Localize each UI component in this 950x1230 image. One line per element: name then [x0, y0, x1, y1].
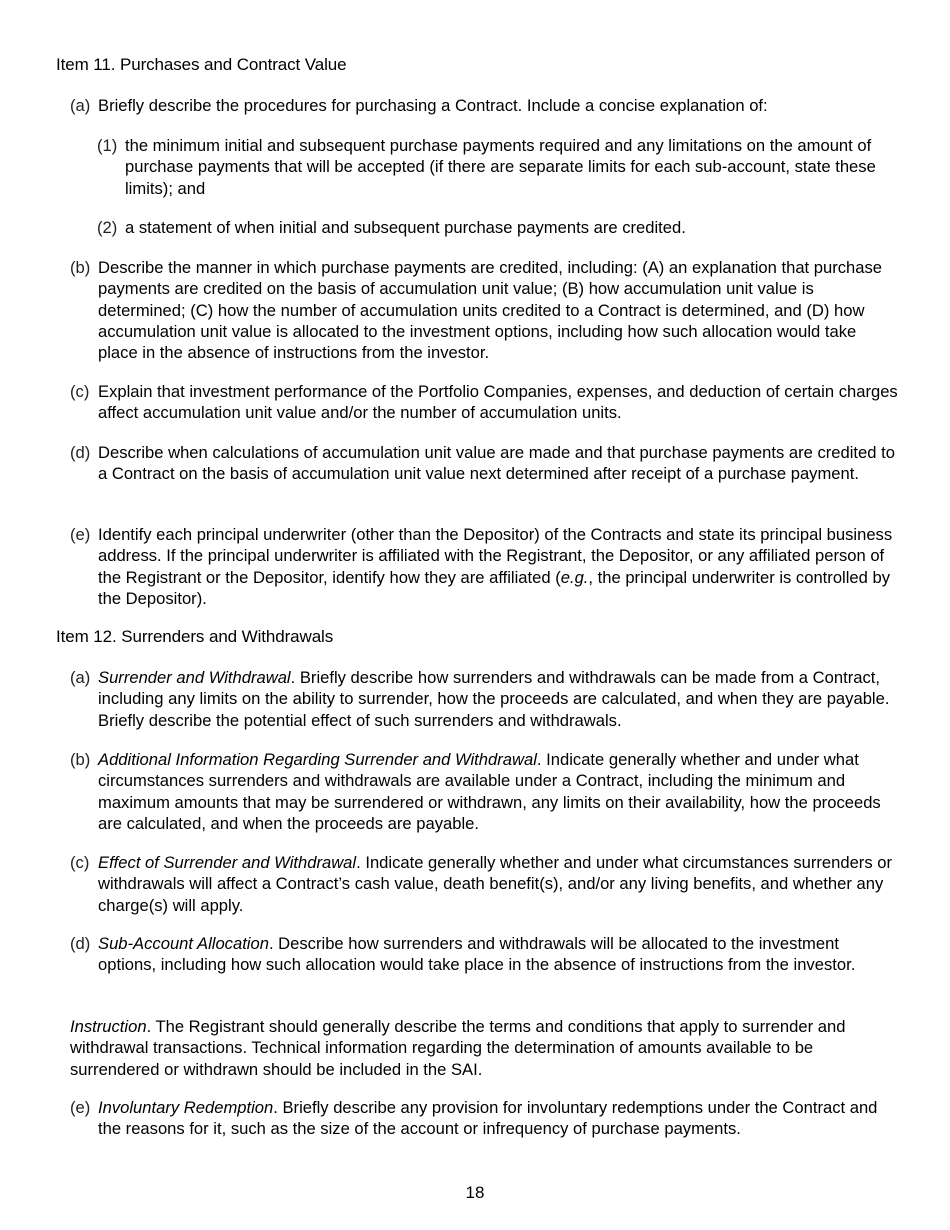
- item-label: (e): [70, 1098, 91, 1117]
- item-12-heading: Item 12. Surrenders and Withdrawals: [56, 627, 334, 646]
- item-12-a: [70, 667, 900, 731]
- item-text: Involuntary Redemption. Briefly describe any provision for involuntary redemptions under the Contract and the reasons for it, such as the size of the account or infrequency of purchase payments.: [98, 1098, 878, 1139]
- instruction-paragraph: Instruction. The Registrant should generally describe the terms and conditions that apply to surrender and withdrawal transactions. Technical information regarding the determination of amounts available to be surrendered or withdrawn should be included in the SAI.: [70, 1017, 846, 1079]
- item-text: Surrender and Withdrawal. Briefly describe how surrenders and withdrawals can be made from a Contract, including any limits on the ability to surrender, how the proceeds are calculated, and when they are payable. Briefly describe the potential effect of such surrenders and withdrawals.: [98, 668, 890, 730]
- item-label: (b): [70, 750, 91, 769]
- page-number: 18: [465, 1183, 485, 1202]
- item-label: (c): [70, 382, 90, 401]
- item-11-d: [70, 442, 900, 485]
- item-label: (e): [70, 525, 91, 544]
- item-11-b: [70, 257, 900, 363]
- item-12-d: [70, 933, 900, 976]
- item-12-c: [70, 852, 900, 916]
- item-text: Additional Information Regarding Surrender and Withdrawal. Indicate generally whether and under what circumstances surrenders and withdrawals are available under a Contract, including the minimum and maximum amounts that may be surrendered or withdrawn, any limits on their availability, how the proceeds are calculated, and when the proceeds are payable.: [98, 750, 881, 833]
- item-text: Effect of Surrender and Withdrawal. Indicate generally whether and under what circumstances surrenders or withdrawals will affect a Contract’s cash value, death benefit(s), and/or any living benefits, and whether any charge(s) will apply.: [98, 853, 892, 915]
- item-11-e: [70, 524, 900, 609]
- item-title: Involuntary Redemption: [98, 1098, 274, 1117]
- item-12-e: [70, 1097, 900, 1140]
- item-title: Effect of Surrender and Withdrawal: [98, 853, 357, 872]
- instruction-title: Instruction: [70, 1017, 147, 1036]
- item-text: Describe the manner in which purchase payments are credited, including: (A) an explanation that purchase payments are credited on the basis of accumulation unit value; (B) how accumulation unit value is determined; (C) how the number of accumulation units credited to a Contract is determined, and (D) how accumulation unit value is allocated to the investment options, including how such allocation would take place in the absence of instructions from the investor.: [98, 258, 883, 363]
- item-label: (a): [70, 668, 91, 687]
- item-label: (c): [70, 853, 90, 872]
- item-11-c: [70, 381, 900, 424]
- item-label: (1): [97, 136, 118, 155]
- item-label: (a): [70, 96, 91, 115]
- item-label: (d): [70, 934, 91, 953]
- item-text: Briefly describe the procedures for purchasing a Contract. Include a concise explanation of:: [98, 96, 768, 115]
- item-text: Sub-Account Allocation. Describe how surrenders and withdrawals will be allocated to the investment options, including how such allocation would take place in the absence of instructions from the investor.: [98, 934, 856, 975]
- item-title: Surrender and Withdrawal: [98, 668, 291, 687]
- item-label: (b): [70, 258, 91, 277]
- item-11-a-2: [97, 217, 897, 238]
- item-text: Describe when calculations of accumulation unit value are made and that purchase payments are credited to a Contract on the basis of accumulation unit value next determined after receipt of a purchase payment.: [98, 443, 895, 484]
- item-title: Sub-Account Allocation: [98, 934, 269, 953]
- item-label: (d): [70, 443, 91, 462]
- eg-italic: e.g.: [560, 567, 589, 587]
- item-title: Additional Information Regarding Surrender and Withdrawal: [98, 750, 537, 769]
- item-11-a-1: [97, 135, 897, 199]
- item-label: (2): [97, 218, 118, 237]
- item-11-heading: Item 11. Purchases and Contract Value: [56, 55, 347, 74]
- item-11-a: [70, 95, 900, 116]
- item-text: Explain that investment performance of the Portfolio Companies, expenses, and deduction of certain charges affect accumulation unit value and/or the number of accumulation units.: [98, 382, 898, 423]
- item-text: the minimum initial and subsequent purchase payments required and any limitations on the amount of purchase payments that will be accepted (if there are separate limits for each sub-account, state these limits); and: [125, 136, 876, 198]
- item-12-b: [70, 749, 900, 834]
- item-text: Identify each principal underwriter (other than the Depositor) of the Contracts and state its principal business address. If the principal underwriter is affiliated with the Registrant, the Depositor, or any affiliated person of the Registrant or the Depositor, identify how they are affiliated (e.g., the principal underwriter is controlled by the Depositor).: [98, 525, 893, 608]
- item-text: a statement of when initial and subsequent purchase payments are credited.: [125, 218, 686, 237]
